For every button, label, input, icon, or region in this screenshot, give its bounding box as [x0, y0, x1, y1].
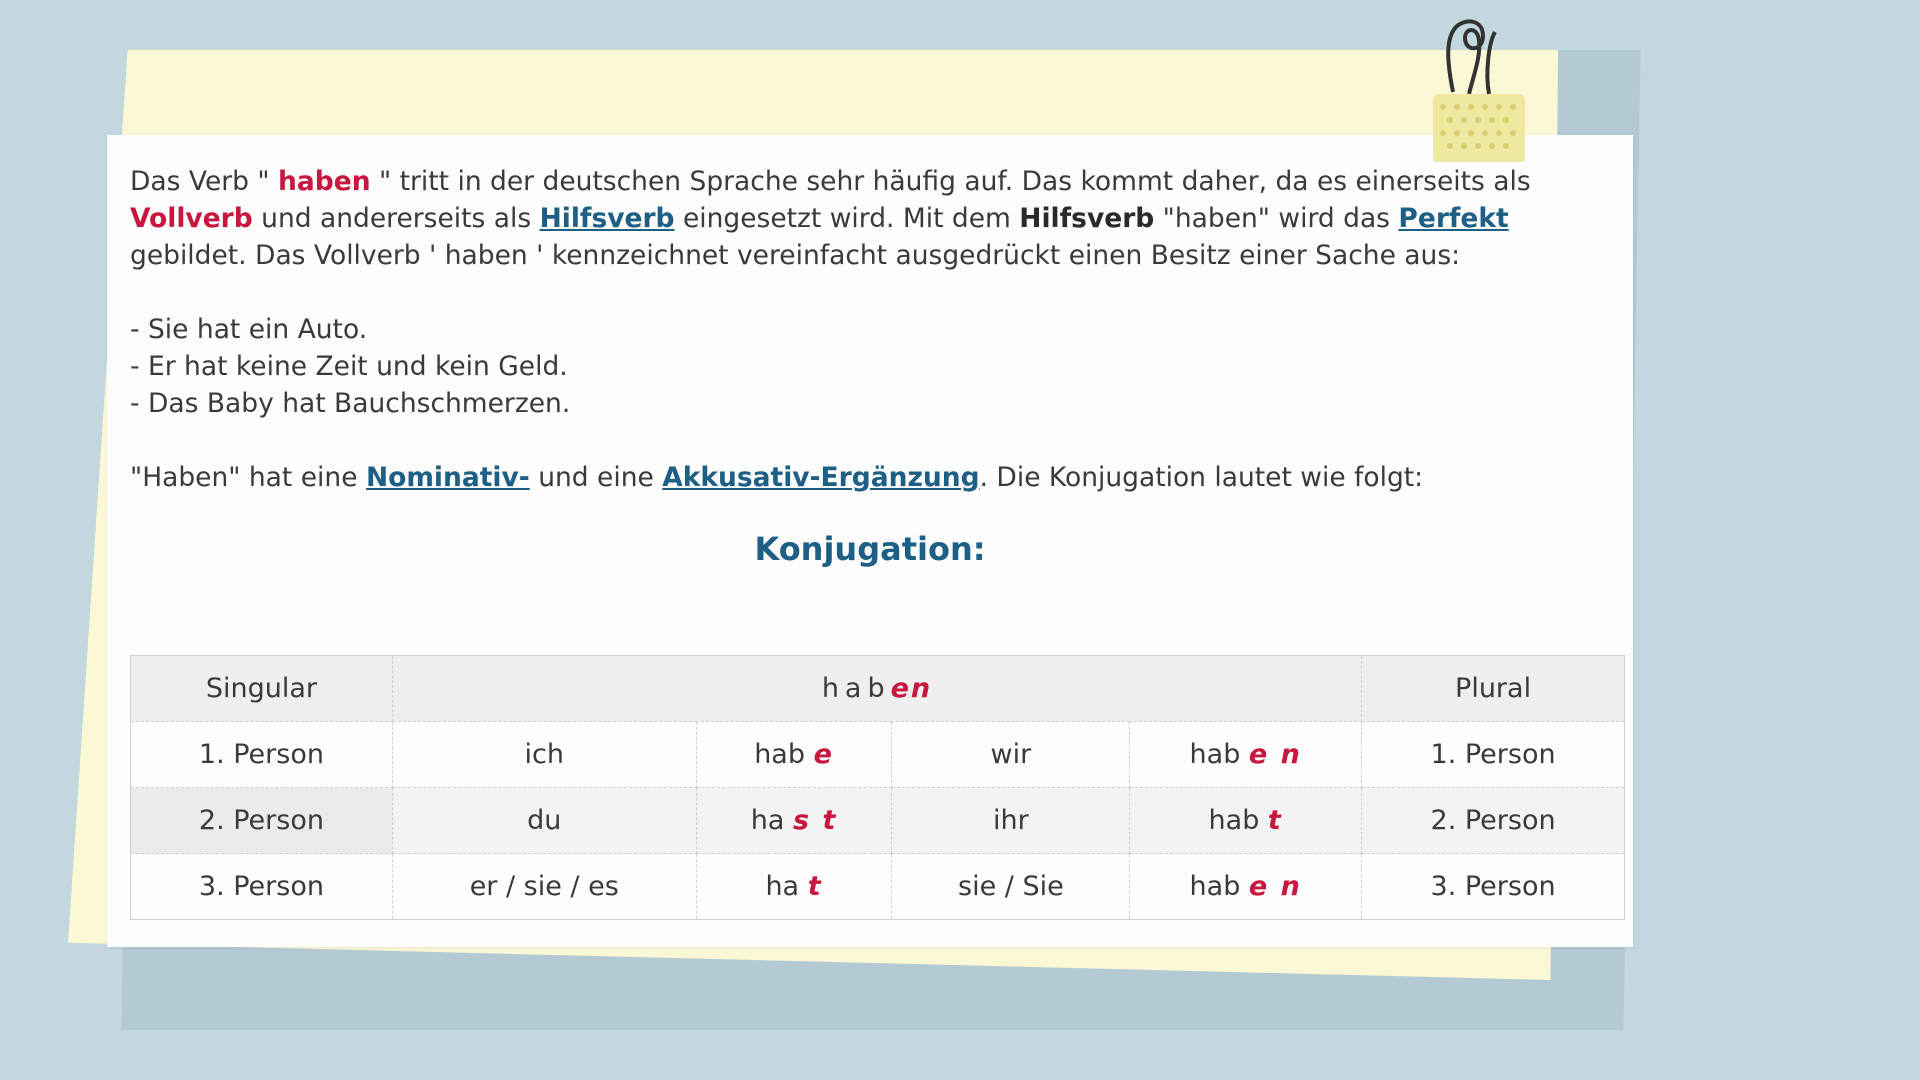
person-plural: 2. Person: [1362, 788, 1625, 854]
form-ending: t: [1267, 805, 1283, 836]
intro-text: eingesetzt wird. Mit dem: [674, 203, 1020, 234]
intro-text: " tritt in der deutschen Sprache sehr häufig auf. Das kommt daher, da es einerseits als: [370, 166, 1531, 197]
article-body: [130, 163, 1610, 496]
binder-clip-icon: [1425, 12, 1535, 162]
intro-text: "haben" wird das: [1154, 203, 1399, 234]
verb-form-plural: [1130, 722, 1362, 788]
example-sentence: - Das Baby hat Bauchschmerzen.: [130, 388, 571, 419]
form-ending: e: [813, 739, 834, 770]
person-singular: 3. Person: [131, 854, 393, 920]
form-stem: hab: [754, 739, 805, 770]
para-text: . Die Konjugation lautet wie folgt:: [979, 462, 1424, 493]
form-ending: e n: [1248, 871, 1302, 902]
header-verb: [392, 656, 1361, 722]
form-ending: e n: [1248, 739, 1302, 770]
form-stem: hab: [1189, 739, 1241, 770]
header-plural: Plural: [1362, 656, 1625, 722]
table-row: [131, 788, 1625, 854]
intro-text: und andererseits als: [252, 203, 540, 234]
verb-form-singular: [696, 854, 892, 920]
vollverb-highlight: Vollverb: [130, 203, 253, 234]
section-title: Konjugation:: [754, 530, 986, 568]
verb-form-plural: [1130, 854, 1362, 920]
form-stem: ha: [765, 871, 800, 902]
pronoun-singular: er / sie / es: [392, 854, 696, 920]
form-stem: hab: [1189, 871, 1241, 902]
para-text: "Haben" hat eine: [130, 462, 366, 493]
table-row: [131, 854, 1625, 920]
hilfsverb-bold: Hilfsverb: [1019, 203, 1155, 234]
form-stem: hab: [1208, 805, 1260, 836]
verb-stem: hab: [821, 673, 891, 704]
intro-paragraph: [130, 163, 1610, 274]
form-stem: ha: [750, 805, 785, 836]
verb-ending: en: [890, 673, 933, 704]
header-singular: Singular: [131, 656, 393, 722]
example-sentence: - Sie hat ein Auto.: [130, 314, 368, 345]
pronoun-singular: ich: [392, 722, 696, 788]
table-row: [131, 722, 1625, 788]
perfekt-link[interactable]: Perfekt: [1398, 203, 1509, 234]
intro-text: gebildet. Das Vollverb ' haben ' kennzeichnet vereinfacht ausgedrückt einen Besitz einer Sache aus:: [130, 240, 1461, 271]
verb-form-plural: [1130, 788, 1362, 854]
conjugation-table: [130, 655, 1625, 920]
complement-paragraph: [130, 459, 1610, 496]
akkusativ-link[interactable]: Akkusativ-Ergänzung: [662, 462, 980, 493]
verb-haben-highlight: haben: [278, 166, 371, 197]
pronoun-singular: du: [392, 788, 696, 854]
table-header-row: [131, 656, 1625, 722]
nominativ-link[interactable]: Nominativ-: [365, 462, 530, 493]
pronoun-plural: sie / Sie: [892, 854, 1130, 920]
hilfsverb-link[interactable]: Hilfsverb: [539, 203, 675, 234]
verb-form-singular: [696, 788, 892, 854]
pronoun-plural: wir: [892, 722, 1130, 788]
person-singular: 1. Person: [131, 722, 393, 788]
form-ending: t: [807, 871, 823, 902]
person-plural: 1. Person: [1362, 722, 1625, 788]
example-sentence: - Er hat keine Zeit und kein Geld.: [130, 351, 568, 382]
verb-form-singular: [696, 722, 892, 788]
form-ending: s t: [792, 805, 838, 836]
pronoun-plural: ihr: [892, 788, 1130, 854]
intro-text: Das Verb ": [130, 166, 279, 197]
para-text: und eine: [529, 462, 663, 493]
person-plural: 3. Person: [1362, 854, 1625, 920]
person-singular: 2. Person: [131, 788, 393, 854]
